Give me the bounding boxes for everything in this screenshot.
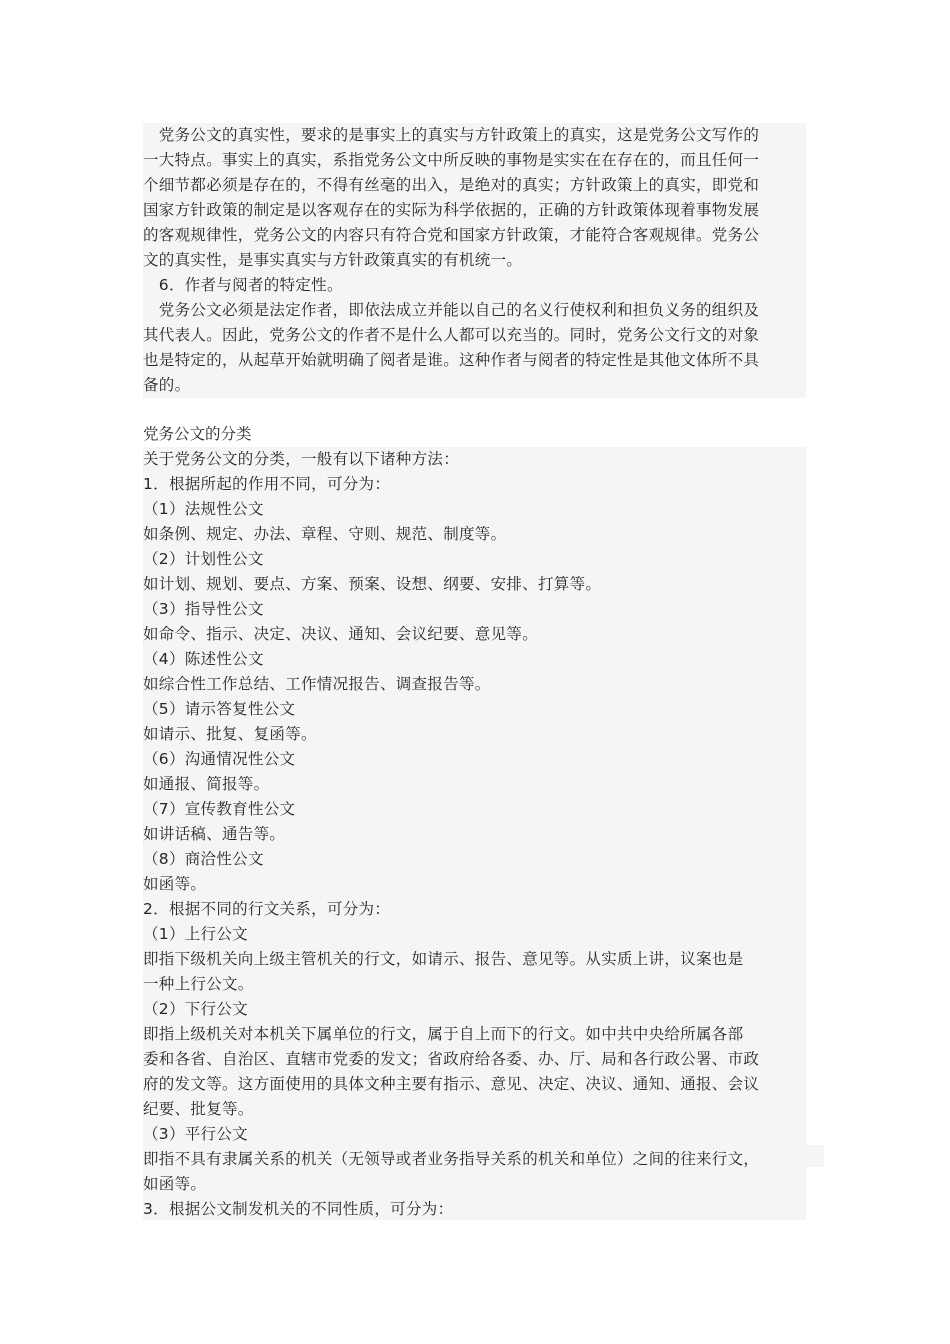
list-item-title: （8）商洽性公文	[143, 850, 264, 868]
background-overflow-strip	[806, 1145, 824, 1167]
list-item-text: 如函等。	[143, 875, 207, 893]
list-item-text: 委和各省、自治区、直辖市党委的发文；省政府给各委、办、厅、局和各行政公署、市政	[143, 1050, 760, 1068]
list-item-title: （2）计划性公文	[143, 550, 264, 568]
paragraph-line: 党务公文必须是法定作者，即依法成立并能以自己的名义行使权利和担负义务的组织及	[143, 301, 760, 319]
list-heading-line: 3．根据公文制发机关的不同性质，可分为：	[143, 1200, 454, 1218]
list-item-text: 纪要、批复等。	[143, 1100, 254, 1118]
section-heading: 党务公文的分类	[143, 425, 252, 443]
list-item-title: （3）平行公文	[143, 1125, 248, 1143]
list-item-text: 如命令、指示、决定、决议、通知、会议纪要、意见等。	[143, 625, 539, 643]
section-truthfulness-block	[143, 123, 806, 398]
paragraph-line: 备的。	[143, 376, 191, 394]
paragraph-line: 的客观规律性，党务公文的内容只有符合党和国家方针政策，才能符合客观规律。党务公	[143, 226, 760, 244]
list-item-text: 如综合性工作总结、工作情况报告、调查报告等。	[143, 675, 491, 693]
list-item-text: 如计划、规划、要点、方案、预案、设想、纲要、安排、打算等。	[143, 575, 602, 593]
list-item-title: （4）陈述性公文	[143, 650, 264, 668]
list-item-title: （5）请示答复性公文	[143, 700, 296, 718]
paragraph-line: 其代表人。因此，党务公文的作者不是什么人都可以充当的。同时，党务公文行文的对象	[143, 326, 760, 344]
paragraph-line: 也是特定的，从起草开始就明确了阅者是谁。这种作者与阅者的特定性是其他文体所不具	[143, 351, 760, 369]
list-heading-line: 1．根据所起的作用不同，可分为：	[143, 475, 391, 493]
paragraph-line: 党务公文的真实性，要求的是事实上的真实与方针政策上的真实，这是党务公文写作的	[143, 126, 760, 144]
paragraph-line: 文的真实性，是事实真实与方针政策真实的有机统一。	[143, 251, 523, 269]
list-item-text: 即指不具有隶属关系的机关（无领导或者业务指导关系的机关和单位）之间的往来行文，	[143, 1150, 760, 1168]
list-item-title: （1）上行公文	[143, 925, 248, 943]
list-item-text: 如函等。	[143, 1175, 207, 1193]
paragraph-line: 关于党务公文的分类，一般有以下诸种方法：	[143, 450, 460, 468]
list-item-text: 一种上行公文。	[143, 975, 254, 993]
list-item-title: （3）指导性公文	[143, 600, 264, 618]
list-item-title: （2）下行公文	[143, 1000, 248, 1018]
list-item-title: （7）宣传教育性公文	[143, 800, 296, 818]
list-item-text: 如请示、批复、复函等。	[143, 725, 317, 743]
list-item-text: 即指上级机关对本机关下属单位的行文，属于自上而下的行文。如中共中央给所属各部	[143, 1025, 744, 1043]
list-heading-line: 2．根据不同的行文关系，可分为：	[143, 900, 391, 918]
list-item-title: （1）法规性公文	[143, 500, 264, 518]
list-item-text: 如通报、简报等。	[143, 775, 270, 793]
section-classification-block	[143, 447, 806, 1220]
list-item-text: 即指下级机关向上级主管机关的行文，如请示、报告、意见等。从实质上讲，议案也是	[143, 950, 744, 968]
paragraph-line: 国家方针政策的制定是以客观存在的实际为科学依据的，正确的方针政策体现着事物发展	[143, 201, 760, 219]
list-item-text: 如讲话稿、通告等。	[143, 825, 286, 843]
list-item-text: 如条例、规定、办法、章程、守则、规范、制度等。	[143, 525, 507, 543]
paragraph-line: 个细节都必须是存在的，不得有丝毫的出入，是绝对的真实；方针政策上的真实，即党和	[143, 176, 760, 194]
subheading-line: 6．作者与阅者的特定性。	[143, 276, 343, 294]
list-item-text: 府的发文等。这方面使用的具体文种主要有指示、意见、决定、决议、通知、通报、会议	[143, 1075, 760, 1093]
paragraph-line: 一大特点。事实上的真实，系指党务公文中所反映的事物是实实在在存在的，而且任何一	[143, 151, 760, 169]
list-item-title: （6）沟通情况性公文	[143, 750, 296, 768]
